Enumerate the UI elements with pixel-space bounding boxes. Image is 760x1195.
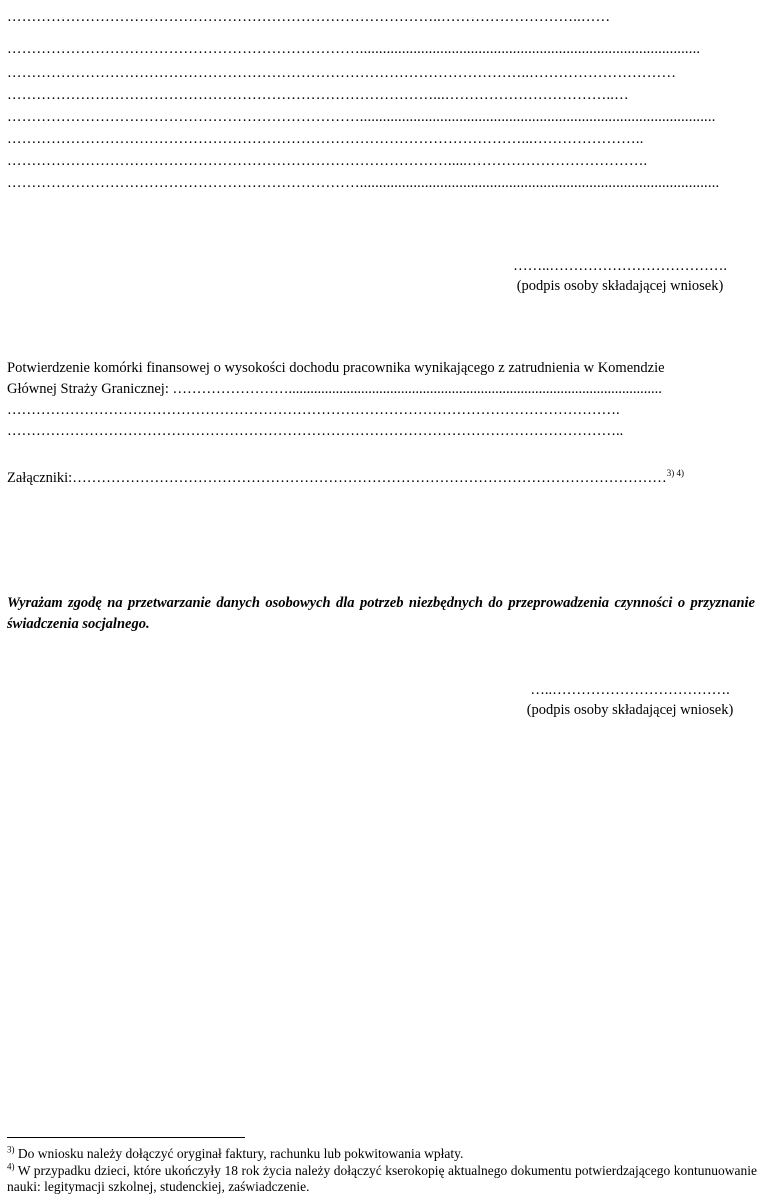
financial-confirmation-line: Potwierdzenie komórki finansowej o wysokości dochodu pracownika wynikającego z zatrudnienia w Komendzie bbox=[7, 360, 665, 376]
financial-confirmation bbox=[7, 358, 755, 442]
dotted-line: ……………………………………………………………………………….....………………………………. bbox=[7, 153, 648, 169]
footnote-separator bbox=[7, 1137, 245, 1138]
dotted-line: ……………………………………………………………….............................................................................................. bbox=[7, 175, 720, 191]
signature-block bbox=[495, 256, 745, 296]
signature-dots: ……..………………………………. bbox=[513, 258, 727, 274]
footnote-reference: 3) 4) bbox=[666, 468, 684, 479]
dotted-line: ……………………………………………………………………………………………………………….. bbox=[7, 423, 624, 439]
attachments-label: Załączniki: bbox=[7, 470, 73, 486]
footnote-mark: 4) bbox=[7, 1161, 15, 1172]
attachments-dots: …………………………………………………………………………………………………………… bbox=[72, 470, 667, 486]
signature-dots: …..………………………………. bbox=[530, 682, 730, 698]
financial-confirmation-line: Głównej Straży Granicznej: ……………………....................................................................................................... bbox=[7, 381, 662, 397]
dotted-line: ……………………………………………………………………………………………..………………………… bbox=[7, 65, 677, 81]
footnote-text: W przypadku dzieci, które ukończyły 18 rok życia należy dołączyć kserokopię aktualnego dokumentu potwierdzającego kontunuowanie nauki: legitymacji szkolnej, studenckiej, zaświadczenie. bbox=[7, 1163, 757, 1194]
footnote bbox=[7, 1163, 757, 1195]
footnote bbox=[7, 1146, 757, 1162]
dotted-line: ………………………………………………………………............................................................................................. bbox=[7, 109, 716, 125]
consent-statement: Wyrażam zgodę na przetwarzanie danych osobowych dla potrzeb niezbędnych do przeprowadzenia czynności o przyznanie świadczenia socjalnego. bbox=[7, 595, 755, 632]
dotted-line: ………………………………………………………………......................................................................................... bbox=[7, 41, 701, 57]
footnote-text: Do wniosku należy dołączyć oryginał faktury, rachunku lub pokwitowania wpłaty. bbox=[14, 1146, 464, 1161]
signature-caption: (podpis osoby składającej wniosek) bbox=[516, 278, 724, 294]
footnote-mark: 3) bbox=[7, 1144, 15, 1155]
dotted-line: ………………………………………………………………………………………………………………. bbox=[7, 402, 620, 418]
dotted-line: ……………………………………………………………………………..………………………..…… bbox=[7, 9, 611, 25]
dotted-line: ……………………………………………………………………………...……………………………..… bbox=[7, 87, 629, 103]
dotted-line: ……………………………………………………………………………………………...………………….. bbox=[7, 131, 644, 147]
signature-block bbox=[505, 680, 755, 720]
attachments-line bbox=[7, 468, 757, 488]
signature-caption: (podpis osoby składającej wniosek) bbox=[526, 702, 734, 718]
